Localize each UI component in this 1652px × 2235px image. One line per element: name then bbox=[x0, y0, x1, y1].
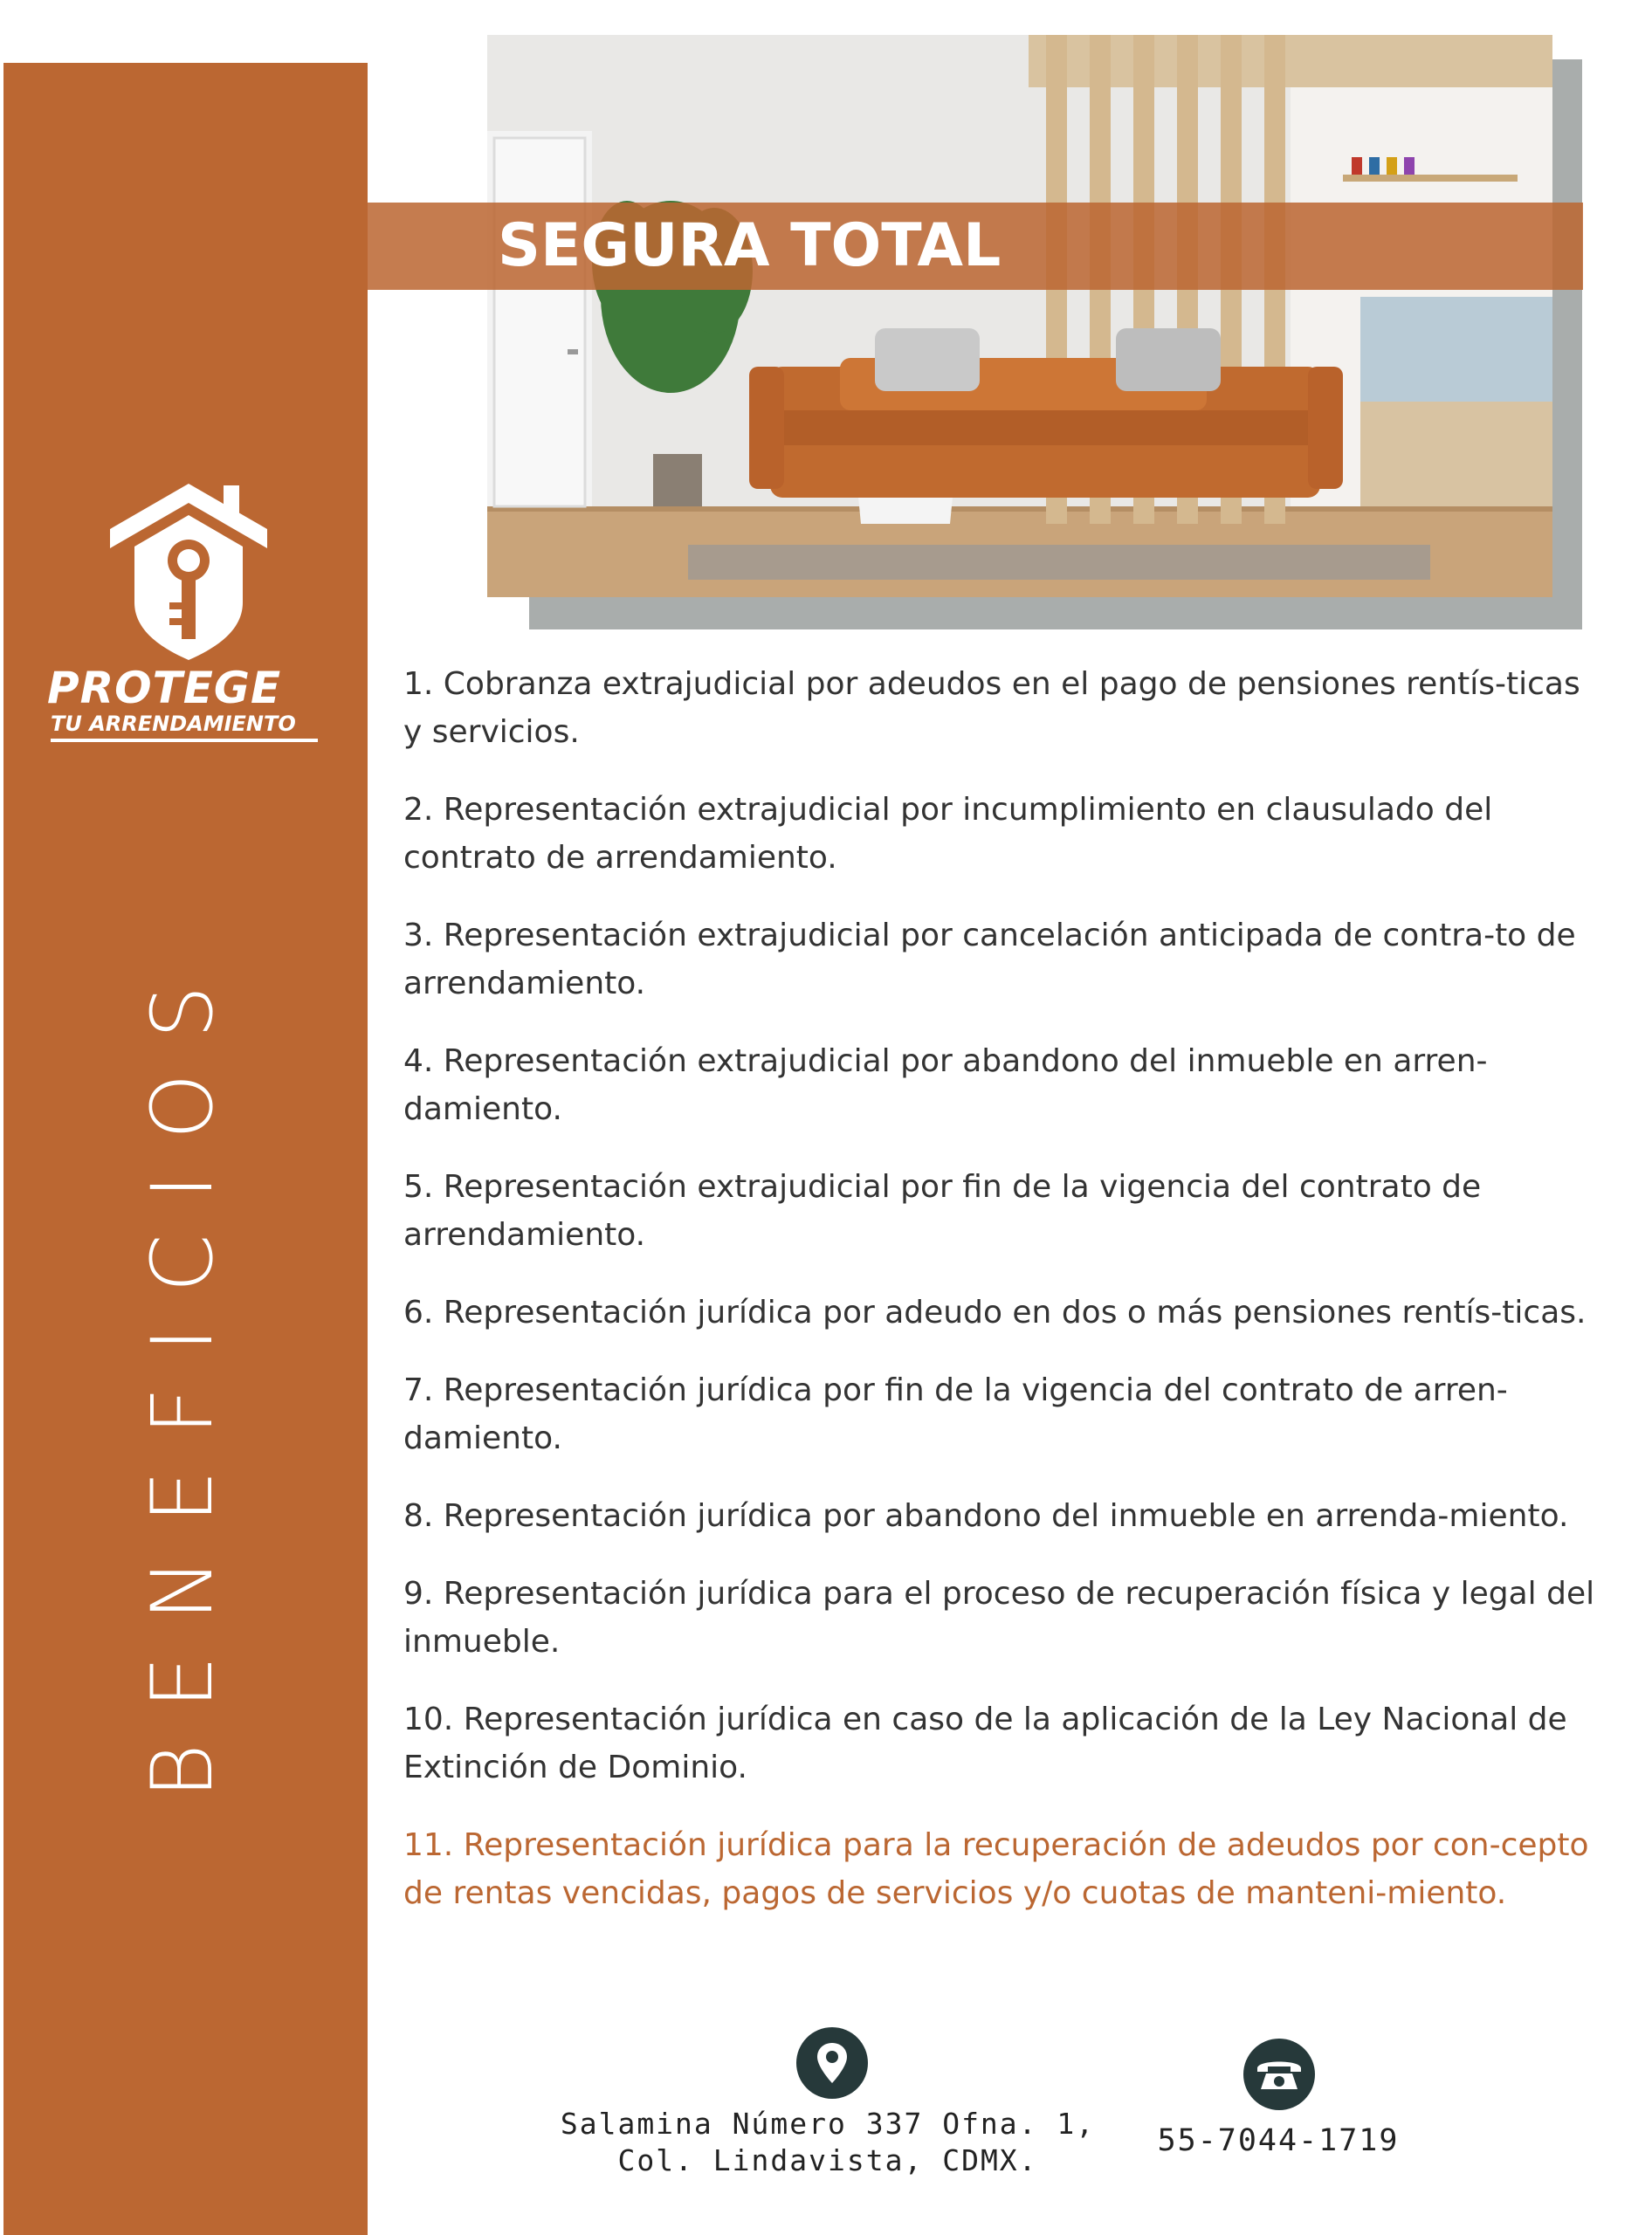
benefit-item: 10. Representación jurídica en caso de la aplicación de la Ley Nacional de Extinción de Dominio. bbox=[403, 1702, 1567, 1785]
benefit-item: 3. Representación extrajudicial por cancelación anticipada de contra-to de arrendamiento. bbox=[403, 918, 1576, 1001]
benefit-item: 9. Representación jurídica para el proceso de recuperación física y legal del inmueble. bbox=[403, 1576, 1595, 1660]
benefit-item: 7. Representación jurídica por fin de la vigencia del contrato de arren-damiento. bbox=[403, 1372, 1508, 1456]
brand-name: PROTEGE bbox=[47, 663, 282, 713]
map-pin-icon bbox=[796, 2027, 868, 2099]
benefit-item: 4. Representación extrajudicial por abandono del inmueble en arren-damiento. bbox=[403, 1043, 1488, 1127]
page-title: SEGURA TOTAL bbox=[498, 211, 1002, 280]
living-room-photo bbox=[487, 35, 1552, 597]
benefit-item: 1. Cobranza extrajudicial por adeudos en el pago de pensiones rentís-ticas y servicios. bbox=[403, 666, 1580, 750]
benefit-item: 2. Representación extrajudicial por incumplimiento en clausulado del contrato de arrendamiento. bbox=[403, 792, 1493, 876]
telephone-icon bbox=[1243, 2039, 1315, 2110]
house-key-logo-icon bbox=[101, 475, 276, 663]
benefit-item: 5. Representación extrajudicial por fin de la vigencia del contrato de arrendamiento. bbox=[403, 1169, 1482, 1253]
benefit-item: 6. Representación jurídica por adeudo en dos o más pensiones rentís-ticas. bbox=[403, 1295, 1587, 1331]
benefits-list bbox=[403, 660, 1600, 1947]
brand-underline bbox=[51, 739, 318, 742]
address-line-1: Salamina Número 337 Ofna. 1, bbox=[560, 2107, 1096, 2141]
phone-number: 55-7044-1719 bbox=[1157, 2123, 1400, 2158]
address-line-2: Col. Lindavista, CDMX. bbox=[617, 2143, 1038, 2177]
benefit-item: 8. Representación jurídica por abandono del inmueble en arrenda-miento. bbox=[403, 1498, 1569, 1534]
benefit-item-highlight: 11. Representación jurídica para la recuperación de adeudos por con-cepto de rentas vencidas, pagos de servicios y/o cuotas de manteni-miento. bbox=[403, 1827, 1589, 1911]
address bbox=[548, 2106, 1107, 2179]
brand-tagline: TU ARRENDAMIENTO bbox=[51, 712, 296, 736]
benefits-vertical-title: BENEFICIOS bbox=[134, 950, 231, 1798]
